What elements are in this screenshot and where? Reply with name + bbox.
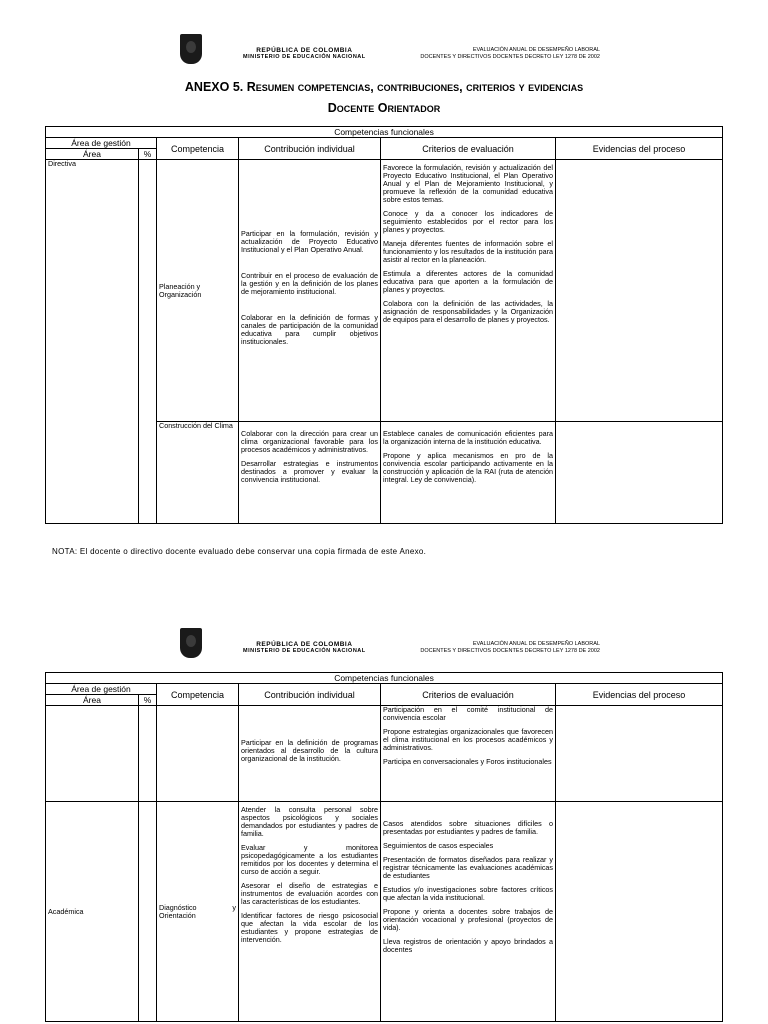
contribucion-cell	[239, 802, 381, 1022]
republic-text: REPÚBLICA DE COLOMBIA	[256, 47, 353, 54]
contribucion-header: Contribución individual	[239, 138, 381, 160]
percent-cell	[139, 160, 157, 524]
criterio-item: Conoce y da a conocer los indicadores de seguimiento establecidos por el rector para los planes y proyectos.	[383, 209, 553, 234]
criterio-item: Participación en el comité institucional de convivencia escolar	[383, 705, 553, 722]
criterios-header: Criterios de evaluación	[381, 684, 556, 706]
criterio-item: Favorece la formulación, revisión y actualización del Proyecto Educativo Institucional, el Plan Operativo Anual y el Plan de Mejoramiento Institucional, y promueve la reflexión de la comunidad educativa sobre estos temas.	[383, 163, 553, 204]
criterio-item: Propone y orienta a docentes sobre trabajos de orientación vocacional y profesional (proyectos de vida).	[383, 907, 553, 932]
contribucion-item: Asesorar el diseño de estrategias e instrumentos de evaluación acordes con las características de los estudiantes.	[241, 881, 378, 906]
criterio-item: Participa en conversacionales y Foros institucionales	[383, 757, 552, 766]
competencia-cell: Diagnóstico y Orientación	[157, 802, 239, 1022]
competencies-table-page1	[45, 126, 723, 524]
competencies-table-page2	[45, 672, 723, 1022]
contribucion-item: Atender la consulta personal sobre aspectos psicológicos y sociales demandados por estudiantes y padres de familia.	[241, 805, 378, 838]
evidencias-cell	[556, 422, 723, 524]
competencia-header: Competencia	[157, 138, 239, 160]
percent-header: %	[139, 695, 157, 706]
criterios-cell	[381, 422, 556, 524]
contribucion-item: Evaluar y monitorea psicopedagógicamente a los estudiantes remitidos por los docentes y determina el curso de acción a seguir.	[241, 843, 378, 876]
criterio-item: Propone y aplica mecanismos en pro de la convivencia escolar participando activamente en la construcción y aplicación de la RAI (ruta de atención integral. Ley de convivencia).	[383, 451, 553, 484]
competencia-cell: Planeación y Organización	[157, 160, 239, 422]
evaluation-heading	[385, 641, 600, 655]
criterio-item: Estimula a diferentes actores de la comunidad educativa para que aporten a la formulación de planes y proyectos.	[383, 269, 553, 294]
contribucion-item: Contribuir en el proceso de evaluación de la gestión y en la definición de los planes de mejoramiento institucional.	[241, 270, 378, 296]
contribucion-cell	[239, 706, 381, 802]
criterio-item: Establece canales de comunicación eficientes para la organización interna de la institución educativa.	[383, 429, 553, 446]
page-title: ANEXO 5. Resumen competencias, contribuciones, criterios y evidencias	[184, 80, 584, 94]
contribucion-cell	[239, 160, 381, 422]
evaluation-heading	[385, 47, 600, 61]
evidencias-cell	[556, 802, 723, 1022]
contribucion-item: Participar en la definición de programas orientados al desarrollo de la cultura organizacional de la institución.	[241, 737, 378, 763]
criterio-item: Colabora con la definición de las actividades, la asignación de responsabilidades y la Organización de equipos para el desarrollo de planes y proyectos.	[383, 299, 553, 324]
competencia-cell	[157, 706, 239, 802]
colombia-crest-icon	[180, 628, 202, 658]
evaluation-line1: EVALUACIÓN ANUAL DE DESEMPEÑO LABORAL	[472, 641, 600, 647]
area-cell	[46, 706, 139, 802]
competencia-header: Competencia	[157, 684, 239, 706]
contribucion-item: Colaborar con la dirección para crear un clima organizacional favorable para los procesos académicos y administrativos.	[241, 429, 378, 454]
area-cell: Directiva	[46, 160, 139, 524]
contribucion-item: Colaborar en la definición de formas y canales de participación de la comunidad educativa para cumplir objetivos institucionales.	[241, 312, 378, 346]
nota-text: NOTA: El docente o directivo docente evaluado debe conservar una copia firmada de este Anexo.	[52, 547, 427, 556]
colombia-crest-icon	[180, 34, 202, 64]
criterio-item: Presentación de formatos diseñados para realizar y registrar técnicamente las evaluaciones académicas de estudiantes	[383, 855, 553, 880]
criterio-item: Casos atendidos sobre situaciones difíciles o presentadas por estudiantes y padres de familia.	[383, 819, 553, 836]
page1-header	[0, 34, 768, 74]
contribucion-cell	[239, 422, 381, 524]
criterio-item: Maneja diferentes fuentes de información sobre el funcionamiento y los resultados de la institución para asistir al rector en la planeación.	[383, 239, 553, 264]
criterio-item: Seguimientos de casos especiales	[383, 841, 494, 850]
group-header: Competencias funcionales	[46, 127, 723, 138]
criterio-item: Lleva registros de orientación y apoyo brindados a docentes	[383, 937, 553, 954]
area-header: Área	[46, 695, 139, 706]
evaluation-line1: EVALUACIÓN ANUAL DE DESEMPEÑO LABORAL	[472, 47, 600, 53]
contribucion-item: Desarrollar estrategias e instrumentos destinados a promover y evaluar la convivencia institucional.	[241, 459, 378, 484]
criterios-cell	[381, 802, 556, 1022]
republic-heading	[243, 47, 366, 61]
criterio-item: Propone estrategias organizacionales que favorecen el clima institucional en los procesos académicos y administrativos.	[383, 727, 553, 752]
criterios-cell	[381, 160, 556, 422]
evidencias-header: Evidencias del proceso	[556, 684, 723, 706]
page2-header	[0, 628, 768, 668]
contribucion-item: Identificar factores de riesgo psicosocial que afectan la vida escolar de los estudiantes y propone estrategias de intervención.	[241, 911, 378, 944]
evaluation-line2: DOCENTES Y DIRECTIVOS DOCENTES DECRETO LEY 1278 DE 2002	[420, 648, 600, 654]
criterio-item: Estudios y/o investigaciones sobre factores críticos que afectan la vida institucional.	[383, 885, 553, 902]
contribucion-header: Contribución individual	[239, 684, 381, 706]
page-subtitle: Docente Orientador	[327, 101, 441, 115]
area-gestion-header: Área de gestión	[46, 138, 157, 149]
percent-cell	[139, 802, 157, 1022]
area-gestion-header: Área de gestión	[46, 684, 157, 695]
criterios-cell	[381, 706, 556, 802]
republic-text: REPÚBLICA DE COLOMBIA	[256, 641, 353, 648]
ministry-text: MINISTERIO DE EDUCACIÓN NACIONAL	[243, 648, 366, 654]
competencia-cell: Construcción del Clima	[157, 422, 239, 524]
percent-cell	[139, 706, 157, 802]
evaluation-line2: DOCENTES Y DIRECTIVOS DOCENTES DECRETO LEY 1278 DE 2002	[420, 54, 600, 60]
republic-heading	[243, 641, 366, 655]
evidencias-cell	[556, 706, 723, 802]
evidencias-cell	[556, 160, 723, 422]
area-header: Área	[46, 149, 139, 160]
group-header: Competencias funcionales	[46, 673, 723, 684]
contribucion-item: Participar en la formulación, revisión y actualización de Proyecto Educativo Institucional y el Plan Operativo Anual.	[241, 228, 378, 254]
evidencias-header: Evidencias del proceso	[556, 138, 723, 160]
percent-header: %	[139, 149, 157, 160]
criterios-header: Criterios de evaluación	[381, 138, 556, 160]
ministry-text: MINISTERIO DE EDUCACIÓN NACIONAL	[243, 54, 366, 60]
area-cell: Académica	[46, 802, 139, 1022]
